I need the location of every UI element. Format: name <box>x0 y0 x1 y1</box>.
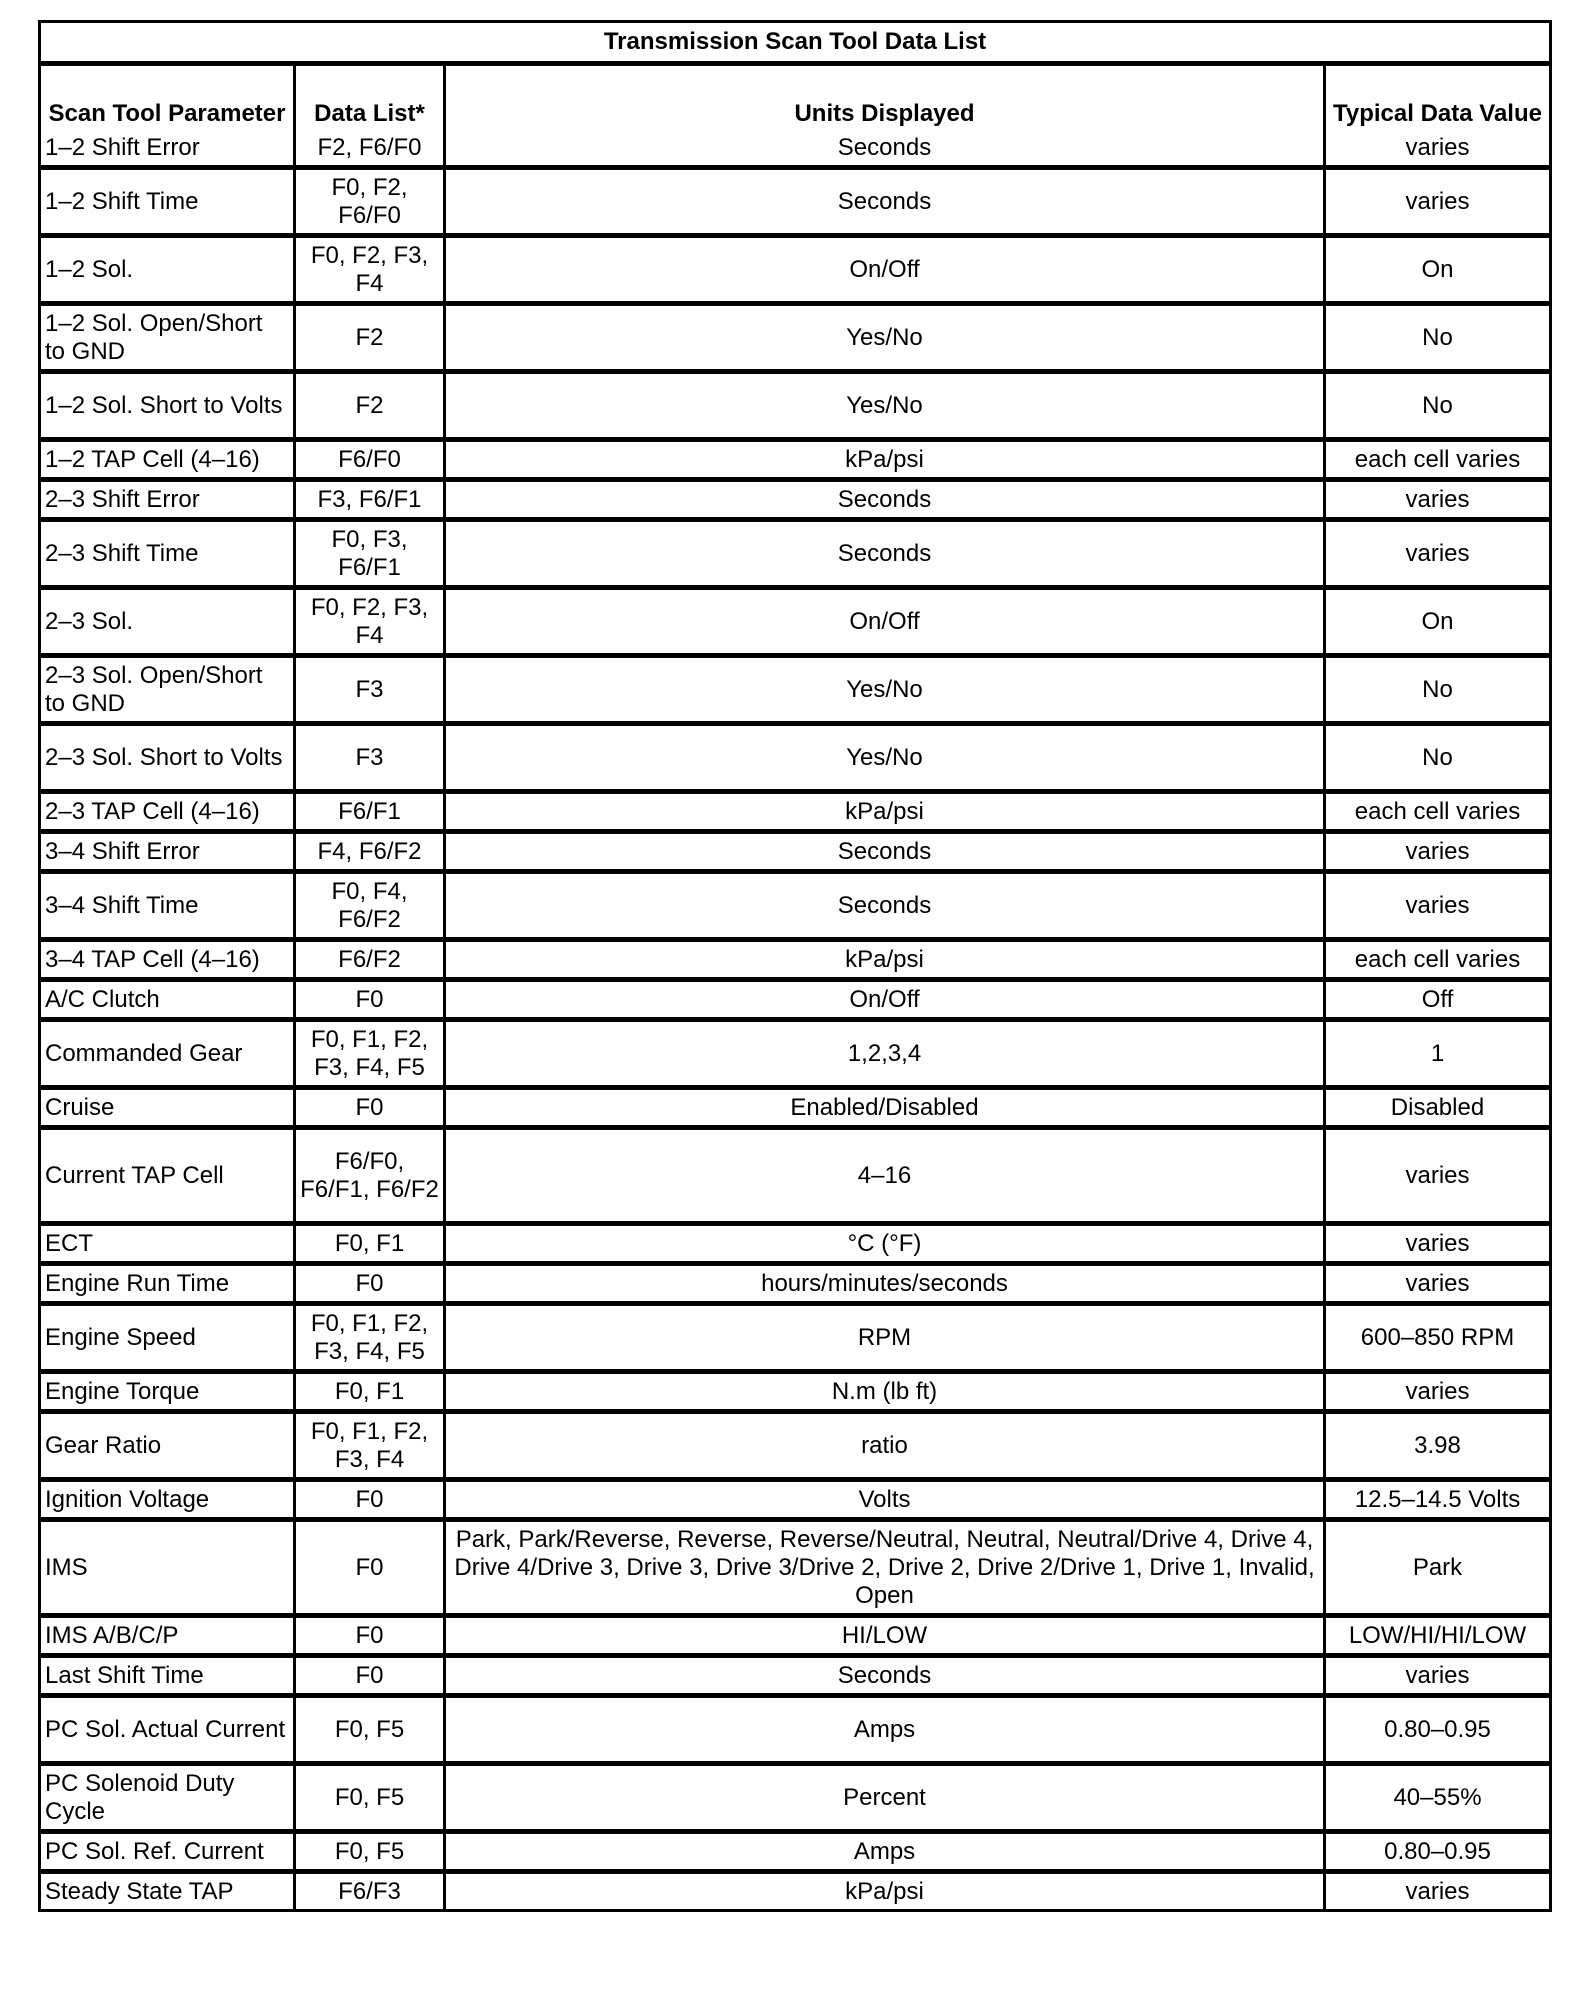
units-cell: Yes/No <box>446 374 1326 442</box>
parameter-cell: Gear Ratio <box>41 1414 296 1482</box>
typical-value-cell: varies <box>1326 522 1549 590</box>
units-cell: hours/minutes/seconds <box>446 1266 1326 1306</box>
typical-value-cell: No <box>1326 726 1549 794</box>
table-row <box>41 238 1549 306</box>
parameter-cell: PC Sol. Actual Current <box>41 1698 296 1766</box>
data-list-cell: F0 <box>296 1618 446 1658</box>
typical-value-cell: On <box>1326 590 1549 658</box>
parameter-cell: IMS <box>41 1522 296 1618</box>
header-data-list: Data List* <box>296 66 446 130</box>
units-cell: Seconds <box>446 130 1326 170</box>
typical-value-cell: varies <box>1326 1266 1549 1306</box>
parameter-cell: Current TAP Cell <box>41 1130 296 1226</box>
table-row <box>41 590 1549 658</box>
scan-tool-data-table <box>38 20 1552 1912</box>
table-row <box>41 1226 1549 1266</box>
parameter-cell: PC Sol. Ref. Current <box>41 1834 296 1874</box>
parameter-cell: Ignition Voltage <box>41 1482 296 1522</box>
parameter-cell: ECT <box>41 1226 296 1266</box>
data-list-cell: F0 <box>296 1658 446 1698</box>
table-row <box>41 1306 1549 1374</box>
data-list-cell: F0, F5 <box>296 1834 446 1874</box>
table-body <box>41 130 1549 1909</box>
parameter-cell: Cruise <box>41 1090 296 1130</box>
data-list-cell: F6/F1 <box>296 794 446 834</box>
units-cell: 1,2,3,4 <box>446 1022 1326 1090</box>
parameter-cell: 1–2 Sol. Open/Short to GND <box>41 306 296 374</box>
typical-value-cell: varies <box>1326 1374 1549 1414</box>
parameter-cell: 3–4 Shift Error <box>41 834 296 874</box>
table-row <box>41 170 1549 238</box>
data-list-cell: F0 <box>296 1482 446 1522</box>
header-row <box>41 66 1549 130</box>
parameter-cell: 3–4 Shift Time <box>41 874 296 942</box>
table-row <box>41 442 1549 482</box>
units-cell: Percent <box>446 1766 1326 1834</box>
data-list-cell: F3, F6/F1 <box>296 482 446 522</box>
parameter-cell: PC Solenoid Duty Cycle <box>41 1766 296 1834</box>
typical-value-cell: varies <box>1326 130 1549 170</box>
parameter-cell: Steady State TAP <box>41 1874 296 1909</box>
data-list-cell: F4, F6/F2 <box>296 834 446 874</box>
data-list-cell: F0, F1 <box>296 1374 446 1414</box>
typical-value-cell: Off <box>1326 982 1549 1022</box>
typical-value-cell: Park <box>1326 1522 1549 1618</box>
parameter-cell: Engine Torque <box>41 1374 296 1414</box>
parameter-cell: 2–3 Sol. Short to Volts <box>41 726 296 794</box>
typical-value-cell: varies <box>1326 874 1549 942</box>
table-row <box>41 1698 1549 1766</box>
data-list-cell: F0, F1, F2, F3, F4 <box>296 1414 446 1482</box>
table-row <box>41 1834 1549 1874</box>
typical-value-cell: No <box>1326 658 1549 726</box>
data-list-cell: F6/F0 <box>296 442 446 482</box>
typical-value-cell: 0.80–0.95 <box>1326 1698 1549 1766</box>
typical-value-cell: varies <box>1326 1130 1549 1226</box>
header-parameter: Scan Tool Parameter <box>41 66 296 130</box>
data-list-cell: F6/F0, F6/F1, F6/F2 <box>296 1130 446 1226</box>
units-cell: kPa/psi <box>446 794 1326 834</box>
units-cell: Seconds <box>446 874 1326 942</box>
data-list-cell: F2 <box>296 306 446 374</box>
parameter-cell: 2–3 Sol. <box>41 590 296 658</box>
table-row <box>41 1022 1549 1090</box>
typical-value-cell: No <box>1326 374 1549 442</box>
units-cell: On/Off <box>446 982 1326 1022</box>
units-cell: Park, Park/Reverse, Reverse, Reverse/Neutral, Neutral, Neutral/Drive 4, Drive 4, Drive 4/Drive 3, Drive 3, Drive 3/Drive 2, Drive 2, Drive 2/Drive 1, Drive 1, Invalid, Open <box>446 1522 1326 1618</box>
parameter-cell: 3–4 TAP Cell (4–16) <box>41 942 296 982</box>
units-cell: Yes/No <box>446 726 1326 794</box>
data-list-cell: F2, F6/F0 <box>296 130 446 170</box>
table-row <box>41 1658 1549 1698</box>
parameter-cell: 2–3 TAP Cell (4–16) <box>41 794 296 834</box>
typical-value-cell: each cell varies <box>1326 794 1549 834</box>
units-cell: ratio <box>446 1414 1326 1482</box>
table-row <box>41 794 1549 834</box>
typical-value-cell: varies <box>1326 482 1549 522</box>
data-list-cell: F0 <box>296 1266 446 1306</box>
table-row <box>41 1090 1549 1130</box>
table-row <box>41 1766 1549 1834</box>
units-cell: 4–16 <box>446 1130 1326 1226</box>
table-row <box>41 1618 1549 1658</box>
parameter-cell: 1–2 TAP Cell (4–16) <box>41 442 296 482</box>
table-row <box>41 130 1549 170</box>
typical-value-cell: varies <box>1326 834 1549 874</box>
data-list-cell: F3 <box>296 658 446 726</box>
units-cell: Seconds <box>446 834 1326 874</box>
typical-value-cell: each cell varies <box>1326 442 1549 482</box>
parameter-cell: IMS A/B/C/P <box>41 1618 296 1658</box>
data-list-cell: F0, F3, F6/F1 <box>296 522 446 590</box>
units-cell: RPM <box>446 1306 1326 1374</box>
typical-value-cell: LOW/HI/HI/LOW <box>1326 1618 1549 1658</box>
table-row <box>41 1414 1549 1482</box>
parameter-cell: 1–2 Shift Error <box>41 130 296 170</box>
units-cell: Seconds <box>446 170 1326 238</box>
units-cell: Seconds <box>446 522 1326 590</box>
header-typical: Typical Data Value <box>1326 66 1549 130</box>
units-cell: N.m (lb ft) <box>446 1374 1326 1414</box>
parameter-cell: 1–2 Shift Time <box>41 170 296 238</box>
table-row <box>41 1522 1549 1618</box>
parameter-cell: Commanded Gear <box>41 1022 296 1090</box>
parameter-cell: 2–3 Shift Time <box>41 522 296 590</box>
data-list-cell: F0, F2, F6/F0 <box>296 170 446 238</box>
units-cell: Volts <box>446 1482 1326 1522</box>
data-list-cell: F0 <box>296 1090 446 1130</box>
parameter-cell: 2–3 Sol. Open/Short to GND <box>41 658 296 726</box>
data-list-cell: F0, F1 <box>296 1226 446 1266</box>
units-cell: Amps <box>446 1834 1326 1874</box>
units-cell: HI/LOW <box>446 1618 1326 1658</box>
units-cell: Yes/No <box>446 658 1326 726</box>
units-cell: Yes/No <box>446 306 1326 374</box>
data-list-cell: F0, F2, F3, F4 <box>296 238 446 306</box>
typical-value-cell: varies <box>1326 1658 1549 1698</box>
table-row <box>41 1482 1549 1522</box>
table-row <box>41 1874 1549 1909</box>
typical-value-cell: each cell varies <box>1326 942 1549 982</box>
data-list-cell: F0, F5 <box>296 1766 446 1834</box>
data-list-cell: F2 <box>296 374 446 442</box>
data-list-cell: F0, F1, F2, F3, F4, F5 <box>296 1022 446 1090</box>
typical-value-cell: 600–850 RPM <box>1326 1306 1549 1374</box>
table-row <box>41 874 1549 942</box>
data-list-cell: F6/F3 <box>296 1874 446 1909</box>
typical-value-cell: 40–55% <box>1326 1766 1549 1834</box>
table-row <box>41 374 1549 442</box>
data-list-cell: F0, F2, F3, F4 <box>296 590 446 658</box>
typical-value-cell: No <box>1326 306 1549 374</box>
table-row <box>41 482 1549 522</box>
data-list-cell: F6/F2 <box>296 942 446 982</box>
table-row <box>41 658 1549 726</box>
table-row <box>41 942 1549 982</box>
typical-value-cell: varies <box>1326 1226 1549 1266</box>
typical-value-cell: On <box>1326 238 1549 306</box>
units-cell: Enabled/Disabled <box>446 1090 1326 1130</box>
table-title: Transmission Scan Tool Data List <box>41 23 1549 66</box>
parameter-cell: A/C Clutch <box>41 982 296 1022</box>
parameter-cell: 1–2 Sol. <box>41 238 296 306</box>
data-list-cell: F0 <box>296 982 446 1022</box>
data-list-cell: F0, F4, F6/F2 <box>296 874 446 942</box>
typical-value-cell: Disabled <box>1326 1090 1549 1130</box>
parameter-cell: Engine Run Time <box>41 1266 296 1306</box>
parameter-cell: Engine Speed <box>41 1306 296 1374</box>
typical-value-cell: 12.5–14.5 Volts <box>1326 1482 1549 1522</box>
units-cell: On/Off <box>446 238 1326 306</box>
header-units: Units Displayed <box>446 66 1326 130</box>
data-list-cell: F3 <box>296 726 446 794</box>
parameter-cell: 1–2 Sol. Short to Volts <box>41 374 296 442</box>
typical-value-cell: varies <box>1326 170 1549 238</box>
data-list-cell: F0, F1, F2, F3, F4, F5 <box>296 1306 446 1374</box>
units-cell: Amps <box>446 1698 1326 1766</box>
parameter-cell: 2–3 Shift Error <box>41 482 296 522</box>
data-list-cell: F0, F5 <box>296 1698 446 1766</box>
table-row <box>41 1266 1549 1306</box>
table-row <box>41 306 1549 374</box>
table-row <box>41 726 1549 794</box>
data-list-cell: F0 <box>296 1522 446 1618</box>
typical-value-cell: 1 <box>1326 1022 1549 1090</box>
typical-value-cell: 3.98 <box>1326 1414 1549 1482</box>
table-row <box>41 522 1549 590</box>
table-row <box>41 1130 1549 1226</box>
units-cell: On/Off <box>446 590 1326 658</box>
units-cell: kPa/psi <box>446 442 1326 482</box>
units-cell: Seconds <box>446 482 1326 522</box>
typical-value-cell: 0.80–0.95 <box>1326 1834 1549 1874</box>
typical-value-cell: varies <box>1326 1874 1549 1909</box>
table-row <box>41 982 1549 1022</box>
parameter-cell: Last Shift Time <box>41 1658 296 1698</box>
table-row <box>41 1374 1549 1414</box>
units-cell: kPa/psi <box>446 1874 1326 1909</box>
units-cell: kPa/psi <box>446 942 1326 982</box>
table-row <box>41 834 1549 874</box>
units-cell: °C (°F) <box>446 1226 1326 1266</box>
document-page <box>38 20 1546 1912</box>
units-cell: Seconds <box>446 1658 1326 1698</box>
